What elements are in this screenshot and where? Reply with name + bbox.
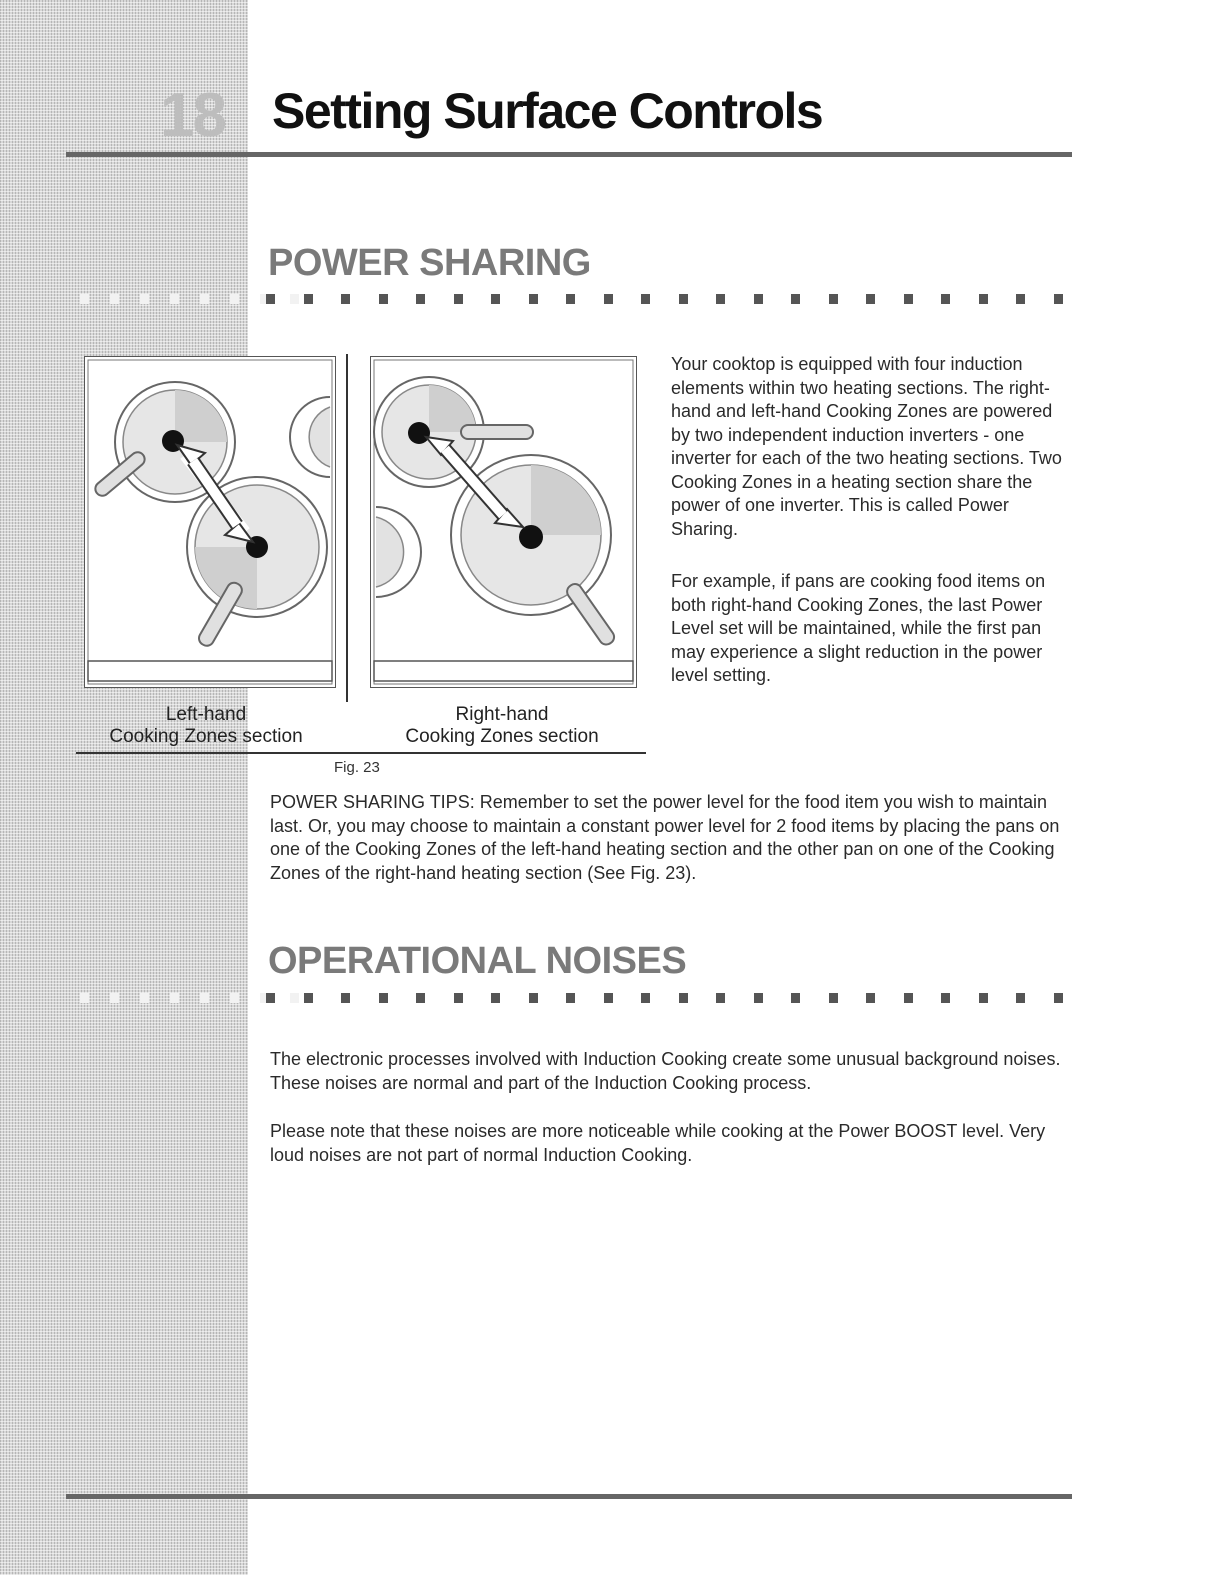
divider-square: [290, 993, 299, 1003]
divider-square: [110, 294, 119, 304]
divider-square: [341, 993, 350, 1003]
divider-square: [341, 294, 350, 304]
right-cooking-zones-figure: [370, 356, 637, 688]
divider-square: [529, 993, 538, 1003]
divider-square: [641, 294, 650, 304]
divider-square: [454, 993, 463, 1003]
divider-square: [904, 993, 913, 1003]
figure-divider: [346, 354, 348, 702]
divider-square: [866, 993, 875, 1003]
divider-square: [379, 993, 388, 1003]
divider-square: [80, 993, 89, 1003]
divider-square: [641, 993, 650, 1003]
page-number: 18: [160, 81, 225, 150]
section-dots-divider: [66, 294, 1076, 306]
divider-square: [716, 993, 725, 1003]
divider-square: [304, 993, 313, 1003]
header-rule: [66, 152, 1072, 157]
divider-square: [266, 993, 275, 1003]
divider-square: [754, 294, 763, 304]
divider-square: [416, 294, 425, 304]
operational-noises-paragraph-1: The electronic processes involved with Induction Cooking create some unusual background noises. These noises are normal and part of the Induction Cooking process.: [270, 1049, 1061, 1093]
divider-square: [529, 294, 538, 304]
divider-square: [290, 294, 299, 304]
operational-noises-paragraph-2: Please note that these noises are more noticeable while cooking at the Power BOOST level. Very loud noises are not part of normal Induction Cooking.: [270, 1121, 1046, 1165]
divider-square: [566, 993, 575, 1003]
divider-square: [604, 294, 613, 304]
divider-square: [200, 294, 209, 304]
divider-square: [979, 993, 988, 1003]
right-caption-line-2: Cooking Zones section: [405, 726, 599, 747]
figure-rule: [76, 752, 646, 754]
right-caption-line-1: Right-hand: [455, 704, 549, 725]
section-dots-divider: [66, 993, 1076, 1005]
divider-square: [454, 294, 463, 304]
divider-square: [110, 993, 119, 1003]
divider-square: [829, 993, 838, 1003]
divider-square: [904, 294, 913, 304]
divider-square: [829, 294, 838, 304]
divider-square: [491, 993, 500, 1003]
divider-square: [1016, 993, 1025, 1003]
divider-square: [379, 294, 388, 304]
divider-square: [140, 294, 149, 304]
divider-square: [416, 993, 425, 1003]
divider-square: [566, 294, 575, 304]
power-sharing-paragraph-2: For example, if pans are cooking food items on both right-hand Cooking Zones, the last Power Level set will be maintained, while the first pan may experience a slight reduction in the power level setting.: [671, 571, 1046, 685]
divider-square: [941, 993, 950, 1003]
divider-square: [1054, 294, 1063, 304]
divider-square: [230, 993, 239, 1003]
footer-rule: [66, 1494, 1072, 1499]
left-figure-caption: [86, 704, 326, 748]
divider-square: [604, 993, 613, 1003]
divider-square: [140, 993, 149, 1003]
divider-square: [80, 294, 89, 304]
figure-label: Fig. 23: [334, 759, 380, 776]
divider-square: [979, 294, 988, 304]
operational-noises-heading: OPERATIONAL NOISES: [268, 940, 687, 982]
power-sharing-tips: POWER SHARING TIPS: Remember to set the power level for the food item you wish to maintain last. Or, you may choose to maintain a constant power level for 2 food items by placing the pans on one of the Cooking Zones of the left-hand heating section and the other pan on one of the Cooking Zones of the right-hand heating section (See Fig. 23).: [270, 792, 1060, 883]
divider-square: [170, 993, 179, 1003]
right-figure-caption: [382, 704, 622, 748]
divider-square: [791, 993, 800, 1003]
left-caption-line-2: Cooking Zones section: [109, 726, 303, 747]
page-title: Setting Surface Controls: [272, 83, 823, 139]
divider-square: [200, 993, 209, 1003]
divider-square: [791, 294, 800, 304]
divider-square: [170, 294, 179, 304]
left-cooking-zones-figure: [84, 356, 336, 688]
divider-square: [716, 294, 725, 304]
divider-square: [679, 294, 688, 304]
divider-square: [304, 294, 313, 304]
halftone-sidebar: [0, 0, 248, 1575]
power-sharing-heading: POWER SHARING: [268, 242, 591, 284]
divider-square: [1054, 993, 1063, 1003]
divider-square: [230, 294, 239, 304]
power-sharing-paragraph-1: Your cooktop is equipped with four induction elements within two heating sections. The right-hand and left-hand Cooking Zones are powered by two independent induction inverters - one inverter for each of the two heating sections. Two Cooking Zones in a heating section share the power of one inverter. This is called Power Sharing.: [671, 354, 1062, 539]
divider-square: [266, 294, 275, 304]
divider-square: [941, 294, 950, 304]
divider-square: [491, 294, 500, 304]
left-caption-line-1: Left-hand: [165, 704, 247, 725]
divider-square: [679, 993, 688, 1003]
divider-square: [754, 993, 763, 1003]
divider-square: [866, 294, 875, 304]
divider-square: [1016, 294, 1025, 304]
